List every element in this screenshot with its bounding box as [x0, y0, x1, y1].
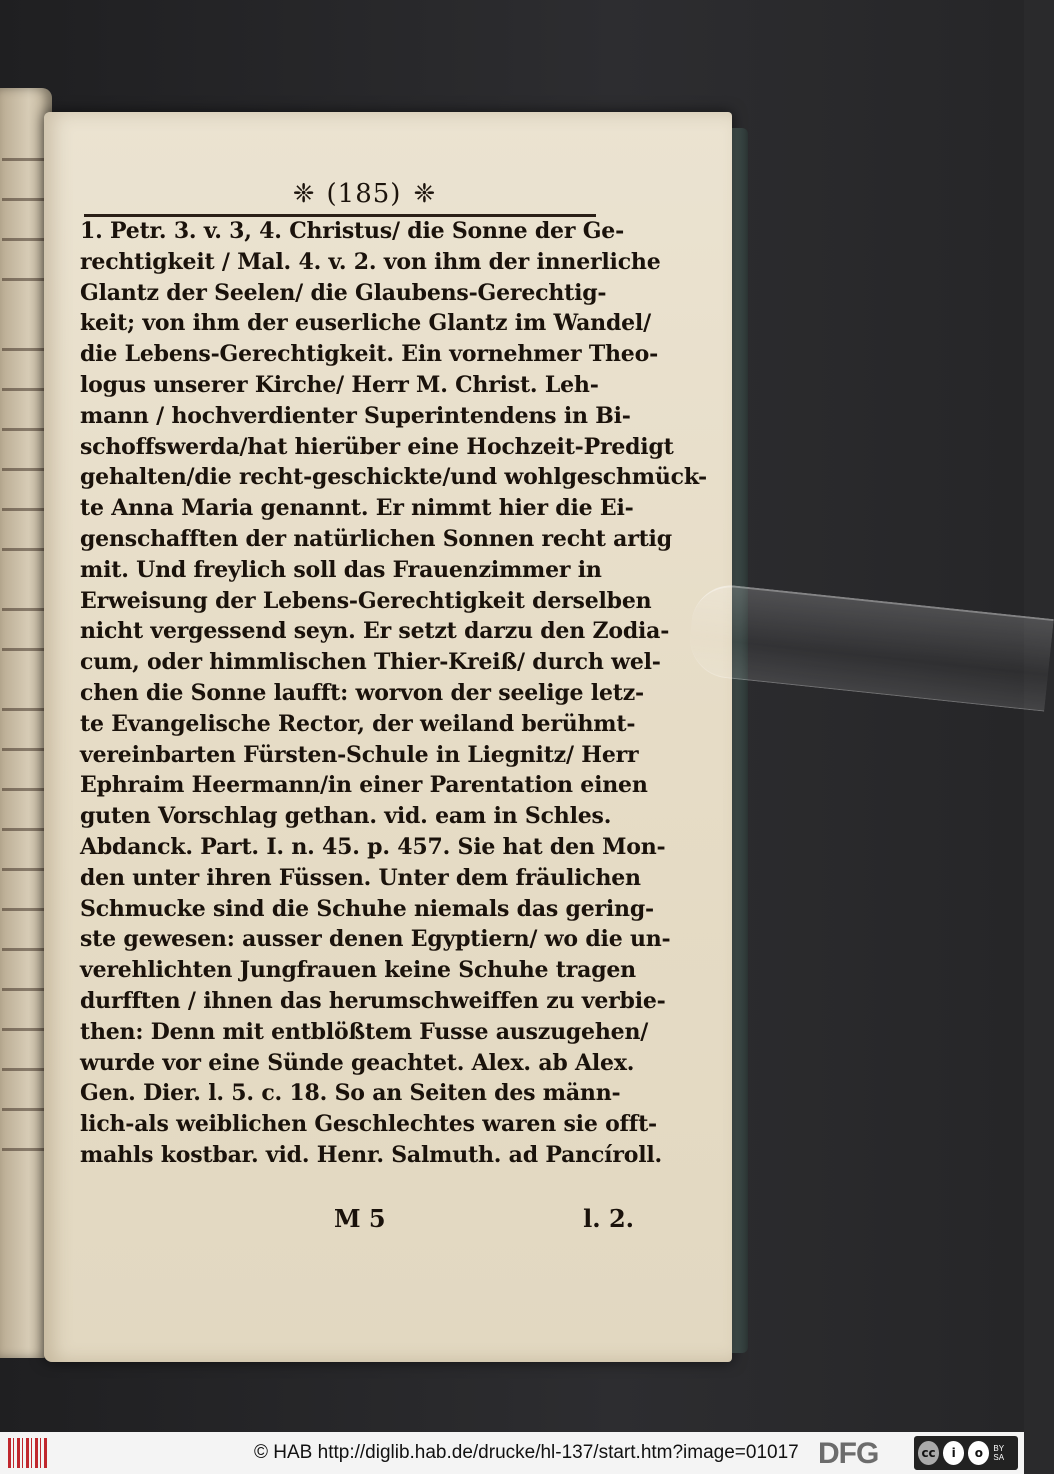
text-line: durfften / ihnen das herumschweiffen zu verbie-: [80, 987, 666, 1014]
text-line: gehalten/die recht-geschickte/und wohlgeschmück-: [80, 464, 707, 491]
ornament-left-icon: ❈: [292, 179, 315, 209]
text-line: wurde vor eine Sünde geachtet. Alex. ab Alex.: [80, 1049, 635, 1076]
text-line: Abdanck. Part. I. n. 45. p. 457. Sie hat den Mon-: [80, 833, 666, 860]
attribution-icon: i: [943, 1441, 964, 1465]
text-line: rechtigkeit / Mal. 4. v. 2. von ihm der innerliche: [80, 248, 661, 275]
cc-license-badge[interactable]: [914, 1436, 1018, 1470]
text-line: mahls kostbar. vid. Henr. Salmuth. ad Pancíroll.: [80, 1141, 662, 1168]
text-line: verehlichten Jungfrauen keine Schuhe tragen: [80, 957, 636, 984]
catchword: l. 2.: [583, 1204, 634, 1233]
viewer-footer-bar: [0, 1432, 1024, 1474]
text-line: guten Vorschlag gethan. vid. eam in Schles.: [80, 803, 612, 830]
text-line: Schmucke sind die Schuhe niemals das gering-: [80, 895, 654, 922]
text-line: then: Denn mit entblößtem Fusse auszugehen/: [80, 1018, 649, 1045]
text-line: Glantz der Seelen/ die Glaubens-Gerechtig-: [80, 279, 607, 306]
text-line: 1. Petr. 3. v. 3, 4. Christus/ die Sonne der Ge-: [80, 218, 625, 244]
text-line: genschafften der natürlichen Sonnen recht artig: [80, 525, 672, 552]
text-line: ste gewesen: ausser denen Egyptiern/ wo die un-: [80, 926, 671, 953]
page-text: [80, 216, 707, 1171]
text-line: logus unserer Kirche/ Herr M. Christ. Leh-: [80, 371, 599, 398]
cc-icon: cc: [918, 1441, 939, 1465]
license-label: BY SA: [993, 1444, 1005, 1462]
page-header: [254, 174, 474, 214]
text-line: keit; von ihm der euserliche Glantz im Wandel/: [80, 310, 651, 337]
ornament-right-icon: ❈: [413, 179, 436, 209]
text-line: Erweisung der Lebens-Gerechtigkeit derselben: [80, 587, 652, 614]
text-line: mann / hochverdienter Superintendens in Bi-: [80, 402, 631, 429]
text-line: Ephraim Heermann/in einer Parentation einen: [80, 772, 648, 799]
source-credit-link[interactable]: © HAB http://diglib.hab.de/drucke/hl-137/start.htm?image=01017: [254, 1442, 799, 1463]
text-line: den unter ihren Füssen. Unter dem fräulichen: [80, 864, 641, 891]
page-footer: [334, 1204, 634, 1238]
text-line: mit. Und freylich soll das Frauenzimmer in: [80, 556, 602, 583]
text-line: die Lebens-Gerechtigkeit. Ein vornehmer Theo-: [80, 341, 659, 368]
share-alike-icon: o: [968, 1441, 989, 1465]
text-line: schoffswerda/hat hierüber eine Hochzeit-Predigt: [80, 433, 674, 460]
text-line: Gen. Dier. l. 5. c. 18. So an Seiten des männ-: [80, 1080, 621, 1107]
signature-mark: M 5: [334, 1204, 386, 1233]
book-page: [44, 112, 732, 1362]
text-line: vereinbarten Fürsten-Schule in Liegnitz/ Herr: [80, 741, 639, 768]
text-line: chen die Sonne laufft: worvon der seelige letz-: [80, 679, 644, 706]
barcode-icon: [8, 1438, 48, 1468]
text-line: lich-als weiblichen Geschlechtes waren sie offt-: [80, 1111, 657, 1138]
text-line: cum, oder himmlischen Thier-Kreiß/ durch wel-: [80, 649, 661, 676]
text-line: te Anna Maria genannt. Er nimmt hier die Ei-: [80, 495, 634, 522]
page-number: (185): [326, 179, 402, 209]
dfg-logo: DFG: [818, 1437, 879, 1470]
text-line: nicht vergessend seyn. Er setzt darzu den Zodia-: [80, 618, 670, 645]
text-line: te Evangelische Rector, der weiland berühmt-: [80, 710, 636, 737]
